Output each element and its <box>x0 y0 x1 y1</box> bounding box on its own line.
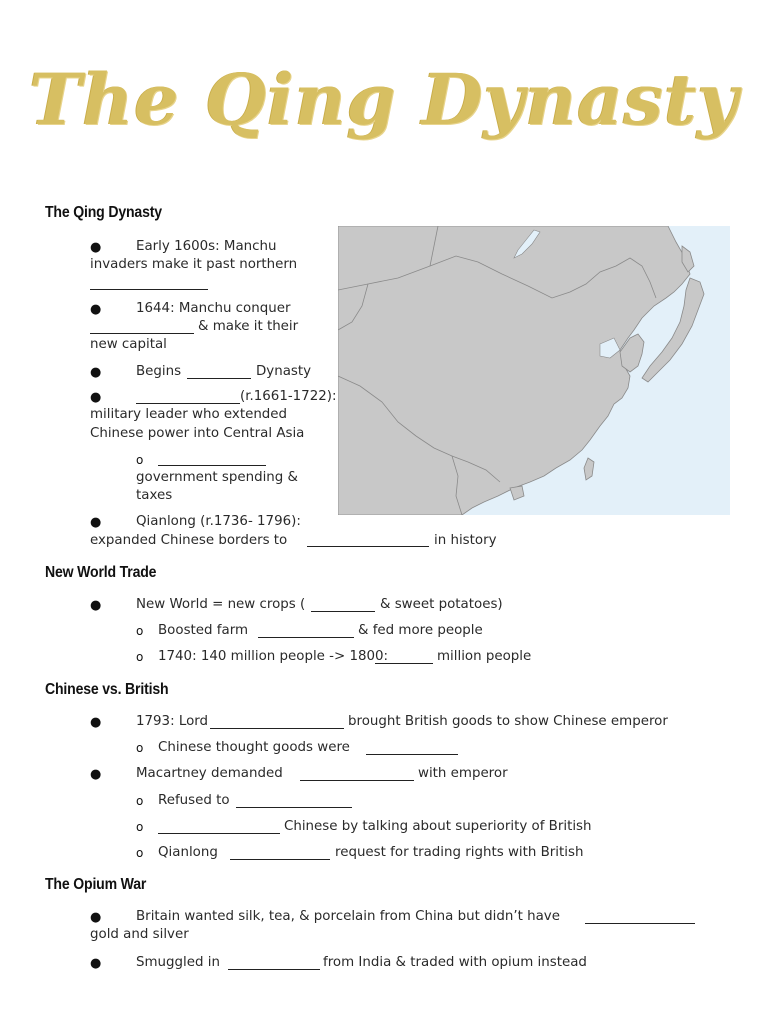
text-line: 1644: Manchu conquer <box>136 301 291 316</box>
fill-in-blank[interactable] <box>236 795 352 808</box>
text-line: Begins <box>136 364 182 379</box>
text-line: Boosted farm <box>158 623 249 638</box>
text-line: Chinese thought goods were <box>158 740 350 755</box>
text-line: million people <box>437 649 532 664</box>
section-heading-chinese-vs-british: Chinese vs. British <box>45 681 169 698</box>
text-line: (r.1661-1722): <box>240 389 337 404</box>
fill-in-blank[interactable] <box>307 534 429 547</box>
text-line: Refused to <box>158 793 230 808</box>
fill-in-blank[interactable] <box>375 651 433 664</box>
east-asia-map <box>338 226 730 515</box>
text-line: from India & traded with opium instead <box>323 955 587 970</box>
sub-bullet-icon: o <box>136 794 144 808</box>
text-line: Qianlong (r.1736- 1796): <box>136 514 301 529</box>
text-line: taxes <box>136 488 173 503</box>
text-line: gold and silver <box>90 927 189 942</box>
text-line: Chinese by talking about superiority of British <box>284 819 592 834</box>
fill-in-blank[interactable] <box>311 599 375 612</box>
bullet-icon: ● <box>90 598 102 613</box>
text-line: Early 1600s: Manchu <box>136 239 277 254</box>
sub-bullet-icon: o <box>136 846 144 860</box>
bullet-icon: ● <box>90 767 102 782</box>
text-line: Britain wanted silk, tea, & porcelain from China but didn’t have <box>136 909 560 924</box>
text-line: in history <box>434 533 497 548</box>
text-line: Dynasty <box>256 364 312 379</box>
sub-bullet-icon: o <box>136 453 144 467</box>
text-line: New World = new crops ( <box>136 597 306 612</box>
text-line: request for trading rights with British <box>335 845 584 860</box>
text-line: Chinese power into Central Asia <box>90 426 305 441</box>
text-line: Qianlong <box>158 845 218 860</box>
text-line: military leader who extended <box>90 407 288 422</box>
sub-bullet-icon: o <box>136 650 144 664</box>
sub-bullet-icon: o <box>136 741 144 755</box>
bullet-icon: ● <box>90 365 102 380</box>
fill-in-blank[interactable] <box>228 957 320 970</box>
fill-in-blank[interactable] <box>187 366 251 379</box>
bullet-icon: ● <box>90 956 102 971</box>
text-line: 1793: Lord <box>136 714 209 729</box>
text-line: government spending & <box>136 470 298 485</box>
section-heading-new-world-trade: New World Trade <box>45 564 157 581</box>
fill-in-blank[interactable] <box>230 847 330 860</box>
fill-in-blank[interactable] <box>366 742 458 755</box>
bullet-icon: ● <box>90 715 102 730</box>
fill-in-blank[interactable] <box>136 391 240 404</box>
bullet-icon: ● <box>90 240 102 255</box>
bullet-icon: ● <box>90 515 102 530</box>
text-line: with emperor <box>418 766 508 781</box>
fill-in-blank[interactable] <box>158 453 266 466</box>
text-line: & sweet potatoes) <box>380 597 503 612</box>
fill-in-blank[interactable] <box>158 821 280 834</box>
fill-in-blank[interactable] <box>90 321 194 334</box>
page-title: The Qing Dynasty <box>29 58 739 141</box>
bullet-icon: ● <box>90 302 102 317</box>
text-line: & make it their <box>198 319 299 334</box>
text-line: Macartney demanded <box>136 766 283 781</box>
fill-in-blank[interactable] <box>300 768 414 781</box>
text-line: expanded Chinese borders to <box>90 533 288 548</box>
text-line: invaders make it past northern <box>90 257 298 272</box>
fill-in-blank[interactable] <box>258 625 354 638</box>
bullet-icon: ● <box>90 390 102 405</box>
fill-in-blank[interactable] <box>90 277 208 290</box>
sub-bullet-icon: o <box>136 624 144 638</box>
text-line: Smuggled in <box>136 955 220 970</box>
bullet-icon: ● <box>90 910 102 925</box>
text-line: & fed more people <box>358 623 483 638</box>
section-heading-opium-war: The Opium War <box>45 876 147 893</box>
fill-in-blank[interactable] <box>585 911 695 924</box>
text-line: new capital <box>90 337 167 352</box>
fill-in-blank[interactable] <box>210 716 344 729</box>
section-heading-qing-dynasty: The Qing Dynasty <box>45 204 162 221</box>
text-line: brought British goods to show Chinese emperor <box>348 714 668 729</box>
sub-bullet-icon: o <box>136 820 144 834</box>
text-line: 1740: 140 million people -> 1800: <box>158 649 389 664</box>
